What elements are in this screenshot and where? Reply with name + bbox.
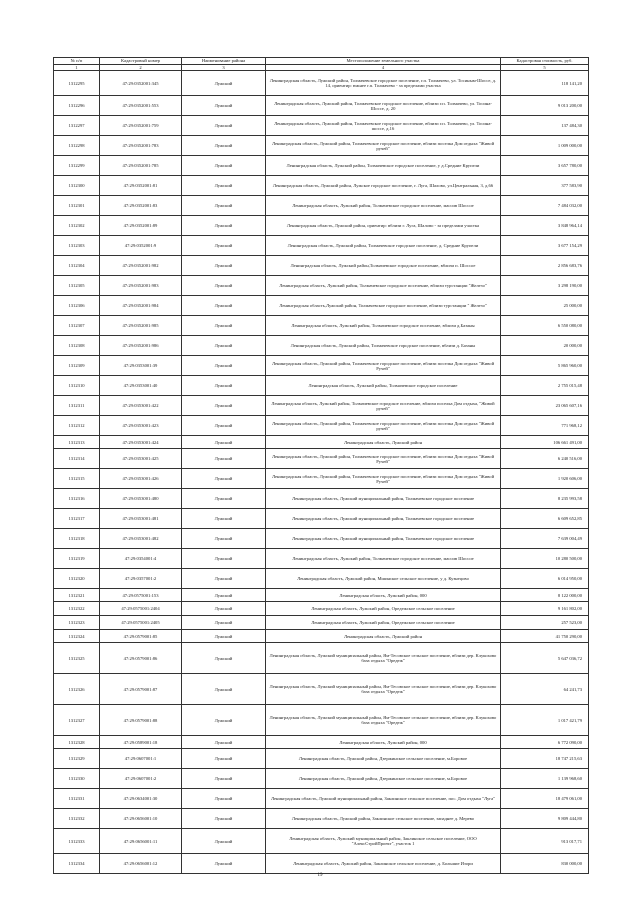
cadastral-value-table-page xyxy=(53,57,588,874)
cadastral-number-cell: 47:29:0579001:86 xyxy=(100,643,182,674)
table-row xyxy=(54,296,589,316)
location-cell: Ленинградская область, Лужский район, Заклинское сельское поселение, западнее д. Мерево xyxy=(266,809,501,829)
district-name-cell: Лужский xyxy=(182,116,266,136)
location-cell: Ленинградская область, Лужский район, Толмачевское городское поселение, у д.Средние Крупели xyxy=(266,156,501,176)
cadastral-value-cell: 1 009 000,00 xyxy=(501,136,589,156)
location-cell: Ленинградская область, Лужский район, Толмачевское городское поселение, вблизи поселка Дом отдыха "Живой Ручей" xyxy=(266,449,501,469)
district-name-cell: Лужский xyxy=(182,630,266,643)
district-name-cell: Лужский xyxy=(182,829,266,854)
row-number-cell: 1312307 xyxy=(54,316,100,336)
cadastral-value-cell: 377 583,90 xyxy=(501,176,589,196)
location-cell: Ленинградская область, Лужский район, Толмачевское городское поселение, д. Средние Крупели xyxy=(266,236,501,256)
row-number-cell: 1312308 xyxy=(54,336,100,356)
row-number-cell: 1312296 xyxy=(54,96,100,116)
location-cell: Ленинградская область, Лужский район, Толмачевское городское поселение xyxy=(266,376,501,396)
cadastral-value-cell: 6 240 516,00 xyxy=(501,449,589,469)
cadastral-value-cell: 2 856 683,76 xyxy=(501,256,589,276)
table-row xyxy=(54,216,589,236)
location-cell: Ленинградская область, Лужский район xyxy=(266,630,501,643)
table-row xyxy=(54,336,589,356)
table-row xyxy=(54,436,589,449)
row-number-cell: 1312319 xyxy=(54,549,100,569)
row-number-cell: 1312327 xyxy=(54,705,100,736)
row-number-cell: 1312314 xyxy=(54,449,100,469)
district-name-cell: Лужский xyxy=(182,569,266,589)
district-name-cell: Лужский xyxy=(182,674,266,705)
table-row xyxy=(54,616,589,630)
district-name-cell: Лужский xyxy=(182,196,266,216)
cadastral-number-cell: 47:29:0352001:984 xyxy=(100,296,182,316)
location-cell: Ленинградская область, Лужский муниципальный район, Ям-Тесовское сельское поселение, вблизи дер. Клукохово база отдыха "Оредеж" xyxy=(266,705,501,736)
cadastral-number-cell: 47:29:0352001:986 xyxy=(100,336,182,356)
table-row xyxy=(54,854,589,874)
district-name-cell: Лужский xyxy=(182,236,266,256)
cadastral-value-cell: 7 639 004,49 xyxy=(501,529,589,549)
row-number-cell: 1312301 xyxy=(54,196,100,216)
cadastral-number-cell: 47:29:0352001:9 xyxy=(100,236,182,256)
table-row xyxy=(54,829,589,854)
table-row xyxy=(54,469,589,489)
cadastral-number-cell: 47:29:0352001:89 xyxy=(100,216,182,236)
table-row xyxy=(54,736,589,749)
cadastral-value-cell: 257 523,00 xyxy=(501,616,589,630)
cadastral-number-cell: 47:29:0353001:424 xyxy=(100,436,182,449)
location-cell: Ленинградская область, Лужский район, Дзержинское сельское поселение, м.Боровое xyxy=(266,749,501,769)
row-number-cell: 1312309 xyxy=(54,356,100,376)
row-number-cell: 1312323 xyxy=(54,616,100,630)
cadastral-value-cell: 7 484 032,00 xyxy=(501,196,589,216)
cadastral-number-cell: 47:29:0352001:81 xyxy=(100,176,182,196)
row-number-cell: 1312328 xyxy=(54,736,100,749)
row-number-cell: 1312317 xyxy=(54,509,100,529)
row-number-cell: 1312332 xyxy=(54,809,100,829)
location-cell: Ленинградская область, Лужский район, 000 xyxy=(266,736,501,749)
location-cell: Ленинградская область, Лужский район, Толмачевское городское поселение, массив Шоссое xyxy=(266,196,501,216)
district-name-cell: Лужский xyxy=(182,376,266,396)
location-cell: Ленинградская область, Лужский район, Оредежское сельское поселение xyxy=(266,602,501,616)
location-cell: Ленинградская область, Лужский муниципальный район, Заклинское сельское поселение, пос. Дом отдыха "Луга" xyxy=(266,789,501,809)
district-name-cell: Лужский xyxy=(182,316,266,336)
table-row xyxy=(54,809,589,829)
cadastral-number-cell: 47:29:0579001:87 xyxy=(100,674,182,705)
location-cell: Ленинградская область, Лужский район, Толмачевское городское поселение, вблизи турстанции "Железо" xyxy=(266,276,501,296)
district-name-cell: Лужский xyxy=(182,769,266,789)
district-name-cell: Лужский xyxy=(182,643,266,674)
cadastral-number-cell: 47:29:0353001:40 xyxy=(100,376,182,396)
location-cell: Ленинградская область, Лужский район, Мшинское сельское поселение, у д. Кузнецово xyxy=(266,569,501,589)
location-cell: Ленинградская область, Лужский район, Толмачевское городское поселение, вблизи г.п. Толмачево, ул. Тосина-шоссе, д.16 xyxy=(266,116,501,136)
cadastral-number-cell: 47:29:0352001:759 xyxy=(100,116,182,136)
row-number-cell: 1312330 xyxy=(54,769,100,789)
cadastral-value-cell: 41 750 290,00 xyxy=(501,630,589,643)
cadastral-value-cell: 3 677 154,29 xyxy=(501,236,589,256)
location-cell: Ленинградская область, Лужский район, Толмачевское городское поселение, вблизи поселка Дом отдыха "Живой Ручей" xyxy=(266,469,501,489)
district-name-cell: Лужский xyxy=(182,789,266,809)
location-cell: Ленинградская область, Лужский муниципальный район, Толмачевское городское поселение xyxy=(266,509,501,529)
district-name-cell: Лужский xyxy=(182,616,266,630)
cadastral-number-cell: 47:29:0353001:426 xyxy=(100,469,182,489)
table-row xyxy=(54,705,589,736)
location-cell: Ленинградская область, Лужский район, Лужское городское поселение, г. Луга, Шалово, ул.Центральная, 3, д.66 xyxy=(266,176,501,196)
table-row xyxy=(54,549,589,569)
row-number-cell: 1312334 xyxy=(54,854,100,874)
location-cell: Ленинградская область, Лужский район xyxy=(266,436,501,449)
cadastral-value-cell: 830 000,00 xyxy=(501,854,589,874)
cadastral-value-cell: 8 122 000,00 xyxy=(501,589,589,602)
table-row xyxy=(54,449,589,469)
cadastral-number-cell: 47:29:0353001:482 xyxy=(100,529,182,549)
table-row xyxy=(54,602,589,616)
cadastral-number-cell: 47:29:0589001:18 xyxy=(100,736,182,749)
cadastral-value-cell: 9 013 200,00 xyxy=(501,96,589,116)
cadastral-number-cell: 47:29:0656001:10 xyxy=(100,809,182,829)
cadastral-number-cell: 47:29:0353001:422 xyxy=(100,396,182,416)
cadastral-value-cell: 3 657 780,00 xyxy=(501,156,589,176)
row-number-cell: 1312318 xyxy=(54,529,100,549)
district-name-cell: Лужский xyxy=(182,602,266,616)
cadastral-value-cell: 3 298 190,00 xyxy=(501,276,589,296)
table-row xyxy=(54,529,589,549)
row-number-cell: 1312324 xyxy=(54,630,100,643)
row-number-cell: 1312306 xyxy=(54,296,100,316)
row-number-cell: 1312305 xyxy=(54,276,100,296)
table-row xyxy=(54,789,589,809)
cadastral-number-cell: 47:29:0352001:783 xyxy=(100,136,182,156)
district-name-cell: Лужский xyxy=(182,356,266,376)
table-body xyxy=(54,71,589,874)
district-name-cell: Лужский xyxy=(182,296,266,316)
district-name-cell: Лужский xyxy=(182,216,266,236)
district-name-cell: Лужский xyxy=(182,809,266,829)
column-number: 5 xyxy=(501,65,589,71)
location-cell: Ленинградская область, Лужский район, Оредежское сельское поселение xyxy=(266,616,501,630)
cadastral-number-cell: 47:29:0352001:785 xyxy=(100,156,182,176)
header-cadastral-number: Кадастровый номер xyxy=(100,58,182,65)
row-number-cell: 1312331 xyxy=(54,789,100,809)
cadastral-number-cell: 47:29:0575001:2405 xyxy=(100,616,182,630)
row-number-cell: 1312303 xyxy=(54,236,100,256)
cadastral-value-cell: 6 609 652,85 xyxy=(501,509,589,529)
page-number: 19 xyxy=(317,873,323,878)
cadastral-number-cell: 47:29:0352001:83 xyxy=(100,196,182,216)
cadastral-number-cell: 47:29:0634001:30 xyxy=(100,789,182,809)
cadastral-value-cell: 25 000,00 xyxy=(501,296,589,316)
table-row xyxy=(54,769,589,789)
district-name-cell: Лужский xyxy=(182,549,266,569)
district-name-cell: Лужский xyxy=(182,509,266,529)
location-cell: Ленинградская область, Лужский район, Толмачевское городское поселение, г.п. Толмачево, ул. Тосиным-Шоссе, д. 14, ориентир: южнее г.п. Толмачево - за пределами участка xyxy=(266,71,501,96)
cadastral-number-cell: 47:29:0352001:345 xyxy=(100,71,182,96)
cadastral-number-cell: 47:29:0579001:85 xyxy=(100,630,182,643)
location-cell: Ленинградская область, Лужский район, Толмачевское городское поселение, массив Шоссое xyxy=(266,549,501,569)
cadastral-value-cell: 9 809 444,80 xyxy=(501,809,589,829)
cadastral-value-cell: 137 484,30 xyxy=(501,116,589,136)
header-cadastral-value: Кадастровая стоимость, руб. xyxy=(501,58,589,65)
district-name-cell: Лужский xyxy=(182,489,266,509)
location-cell: Ленинградская область,Лужский район, Толмачевское городское поселение, вблизи турстанции " Железо" xyxy=(266,296,501,316)
cadastral-number-cell: 47:29:0353001:39 xyxy=(100,356,182,376)
district-name-cell: Лужский xyxy=(182,396,266,416)
district-name-cell: Лужский xyxy=(182,416,266,436)
cadastral-number-cell: 47:29:0352001:985 xyxy=(100,316,182,336)
cadastral-value-cell: 2 755 015,48 xyxy=(501,376,589,396)
row-number-cell: 1312313 xyxy=(54,436,100,449)
cadastral-number-cell: 47:29:0354001:4 xyxy=(100,549,182,569)
location-cell: Ленинградская область, Лужский район, Дзержинское сельское поселение, м.Боровое xyxy=(266,769,501,789)
district-name-cell: Лужский xyxy=(182,749,266,769)
location-cell: Ленинградская область, Лужский район, Толмачевское городское поселение, вблизи поселка Дом отдыха "Живой ручей" xyxy=(266,416,501,436)
cadastral-value-cell: 6 772 090,00 xyxy=(501,736,589,749)
table-row xyxy=(54,236,589,256)
cadastral-value-cell: 118 141,20 xyxy=(501,71,589,96)
column-number: 1 xyxy=(54,65,100,71)
column-number: 2 xyxy=(100,65,182,71)
district-name-cell: Лужский xyxy=(182,469,266,489)
cadastral-value-cell: 3 848 964,14 xyxy=(501,216,589,236)
location-cell: Ленинградская область, Лужский муниципальный район, Ям-Тесовское сельское поселение, вблизи дер. Клукохово база отдыха "Оредеж" xyxy=(266,643,501,674)
cadastral-value-cell: 771 968,12 xyxy=(501,416,589,436)
cadastral-number-cell: 47:29:0352001:983 xyxy=(100,276,182,296)
district-name-cell: Лужский xyxy=(182,336,266,356)
cadastral-value-cell: 20 000,00 xyxy=(501,336,589,356)
table-row xyxy=(54,416,589,436)
district-name-cell: Лужский xyxy=(182,736,266,749)
location-cell: Ленинградская область, Лужский район, Толмачевское городское поселение, вблизи д.Базаны xyxy=(266,316,501,336)
district-name-cell: Лужский xyxy=(182,854,266,874)
row-number-cell: 1312300 xyxy=(54,176,100,196)
row-number-cell: 1312333 xyxy=(54,829,100,854)
table-row xyxy=(54,643,589,674)
row-number-cell: 1312297 xyxy=(54,116,100,136)
cadastral-value-cell: 106 661 491,00 xyxy=(501,436,589,449)
row-number-cell: 1312299 xyxy=(54,156,100,176)
table-row xyxy=(54,569,589,589)
district-name-cell: Лужский xyxy=(182,276,266,296)
table-row xyxy=(54,276,589,296)
table-row xyxy=(54,116,589,136)
cadastral-value-cell: 913 017,71 xyxy=(501,829,589,854)
district-name-cell: Лужский xyxy=(182,705,266,736)
row-number-cell: 1312304 xyxy=(54,256,100,276)
row-number-cell: 1312321 xyxy=(54,589,100,602)
cadastral-value-cell: 1 920 606,00 xyxy=(501,469,589,489)
row-number-cell: 1312315 xyxy=(54,469,100,489)
cadastral-value-cell: 18 479 061,00 xyxy=(501,789,589,809)
location-cell: Ленинградская область, Лужский район,Толмачевское городское поселение, вблизи п. Шоссое xyxy=(266,256,501,276)
table-row xyxy=(54,396,589,416)
column-number: 3 xyxy=(182,65,266,71)
location-cell: Ленинградская область, Лужский муниципальный район, Ям-Тесовское сельское поселение, вблизи дер. Клукохово база отдыха "Оредеж" xyxy=(266,674,501,705)
location-cell: Ленинградская область, Лужский муниципальный район, Толмачевское городское поселение xyxy=(266,489,501,509)
cadastral-value-cell: 9 161 802,00 xyxy=(501,602,589,616)
cadastral-number-cell: 47:29:0357001:2 xyxy=(100,569,182,589)
district-name-cell: Лужский xyxy=(182,256,266,276)
table-row xyxy=(54,674,589,705)
row-number-cell: 1312302 xyxy=(54,216,100,236)
table-row xyxy=(54,630,589,643)
district-name-cell: Лужский xyxy=(182,529,266,549)
cadastral-value-cell: 5 865 960,00 xyxy=(501,356,589,376)
header-district-name: Наименование района xyxy=(182,58,266,65)
table-row xyxy=(54,356,589,376)
row-number-cell: 1312298 xyxy=(54,136,100,156)
row-number-cell: 1312312 xyxy=(54,416,100,436)
table-row xyxy=(54,176,589,196)
table-row xyxy=(54,509,589,529)
row-number-cell: 1312326 xyxy=(54,674,100,705)
cadastral-value-cell: 18 747 215,63 xyxy=(501,749,589,769)
cadastral-number-cell: 47:29:0579001:88 xyxy=(100,705,182,736)
header-row xyxy=(54,58,589,65)
district-name-cell: Лужский xyxy=(182,436,266,449)
cadastral-number-cell: 47:29:0575001:153 xyxy=(100,589,182,602)
district-name-cell: Лужский xyxy=(182,176,266,196)
location-cell: Ленинградская область, Лужский район, Заклинское сельское поселение, д. Большие Изори xyxy=(266,854,501,874)
cadastral-number-cell: 47:29:0353001:481 xyxy=(100,509,182,529)
location-cell: Ленинградская область, Лужский район, Толмачевское городское поселение, вблизи г.п. Толмачево, ул. Тосина-Шоссе, д. 20 xyxy=(266,96,501,116)
location-cell: Ленинградская область, Лужский район, ориентир: вблизи г. Луга, Шалово - за пределами участка xyxy=(266,216,501,236)
table-row xyxy=(54,96,589,116)
row-number-cell: 1312325 xyxy=(54,643,100,674)
header-location: Местоположение земельного участка xyxy=(266,58,501,65)
cadastral-value-cell: 1 139 968,60 xyxy=(501,769,589,789)
cadastral-number-cell: 47:29:0353001:425 xyxy=(100,449,182,469)
district-name-cell: Лужский xyxy=(182,156,266,176)
district-name-cell: Лужский xyxy=(182,589,266,602)
table-row xyxy=(54,136,589,156)
location-cell: Ленинградская область, Лужский район, Толмачевское городское поселение, вблизи поселка Дом отдыха "Живой ручей" xyxy=(266,136,501,156)
table-row xyxy=(54,749,589,769)
row-number-cell: 1312322 xyxy=(54,602,100,616)
row-number-cell: 1312295 xyxy=(54,71,100,96)
cadastral-number-cell: 47:29:0353001:423 xyxy=(100,416,182,436)
table-row xyxy=(54,316,589,336)
table-row xyxy=(54,156,589,176)
location-cell: Ленинградская область, Лужский район, Толмачевское городское поселение, вблизи д. Базаны xyxy=(266,336,501,356)
location-cell: Ленинградская область, Лужский муниципальный район, Заклинское сельское поселение, ООО "АлексСтройПроект", участок 1 xyxy=(266,829,501,854)
district-name-cell: Лужский xyxy=(182,96,266,116)
cadastral-value-cell: 6 014 950,00 xyxy=(501,569,589,589)
cadastral-value-cell: 6 550 080,00 xyxy=(501,316,589,336)
district-name-cell: Лужский xyxy=(182,136,266,156)
location-cell: Ленинградская область, Лужский район, Толмачевское городское поселение, вблизи поселка Дом отдыха, "Живой ручей" xyxy=(266,396,501,416)
district-name-cell: Лужский xyxy=(182,449,266,469)
table-row xyxy=(54,196,589,216)
cadastral-number-cell: 47:29:0656001:12 xyxy=(100,854,182,874)
cadastral-value-cell: 8 235 993,58 xyxy=(501,489,589,509)
cadastral-number-cell: 47:29:0575001:2404 xyxy=(100,602,182,616)
cadastral-value-cell: 10 280 500,00 xyxy=(501,549,589,569)
cadastral-value-cell: 1 017 421,79 xyxy=(501,705,589,736)
cadastral-value-table xyxy=(53,57,589,874)
table-row xyxy=(54,256,589,276)
row-number-cell: 1312311 xyxy=(54,396,100,416)
cadastral-value-cell: 5 647 036,72 xyxy=(501,643,589,674)
cadastral-value-cell: 23 065 607,16 xyxy=(501,396,589,416)
cadastral-number-cell: 47:29:0607001:1 xyxy=(100,749,182,769)
table-row xyxy=(54,489,589,509)
row-number-cell: 1312316 xyxy=(54,489,100,509)
cadastral-number-cell: 47:29:0352001:553 xyxy=(100,96,182,116)
column-number: 4 xyxy=(266,65,501,71)
table-row xyxy=(54,589,589,602)
table-row xyxy=(54,376,589,396)
district-name-cell: Лужский xyxy=(182,71,266,96)
location-cell: Ленинградская область, Лужский район, 000 xyxy=(266,589,501,602)
header-row-number: № п/п xyxy=(54,58,100,65)
cadastral-number-cell: 47:29:0607001:2 xyxy=(100,769,182,789)
location-cell: Ленинградская область, Лужский муниципальный район, Толмачевское городское поселение xyxy=(266,529,501,549)
cadastral-number-cell: 47:29:0656001:11 xyxy=(100,829,182,854)
cadastral-number-cell: 47:29:0352001:982 xyxy=(100,256,182,276)
row-number-cell: 1312320 xyxy=(54,569,100,589)
table-row xyxy=(54,71,589,96)
location-cell: Ленинградская область, Лужский район, Толмачевское городское поселение, вблизи поселка Дом отдыха "Живой Ручей" xyxy=(266,356,501,376)
row-number-cell: 1312329 xyxy=(54,749,100,769)
cadastral-number-cell: 47:29:0353001:480 xyxy=(100,489,182,509)
row-number-cell: 1312310 xyxy=(54,376,100,396)
cadastral-value-cell: 64 241,73 xyxy=(501,674,589,705)
